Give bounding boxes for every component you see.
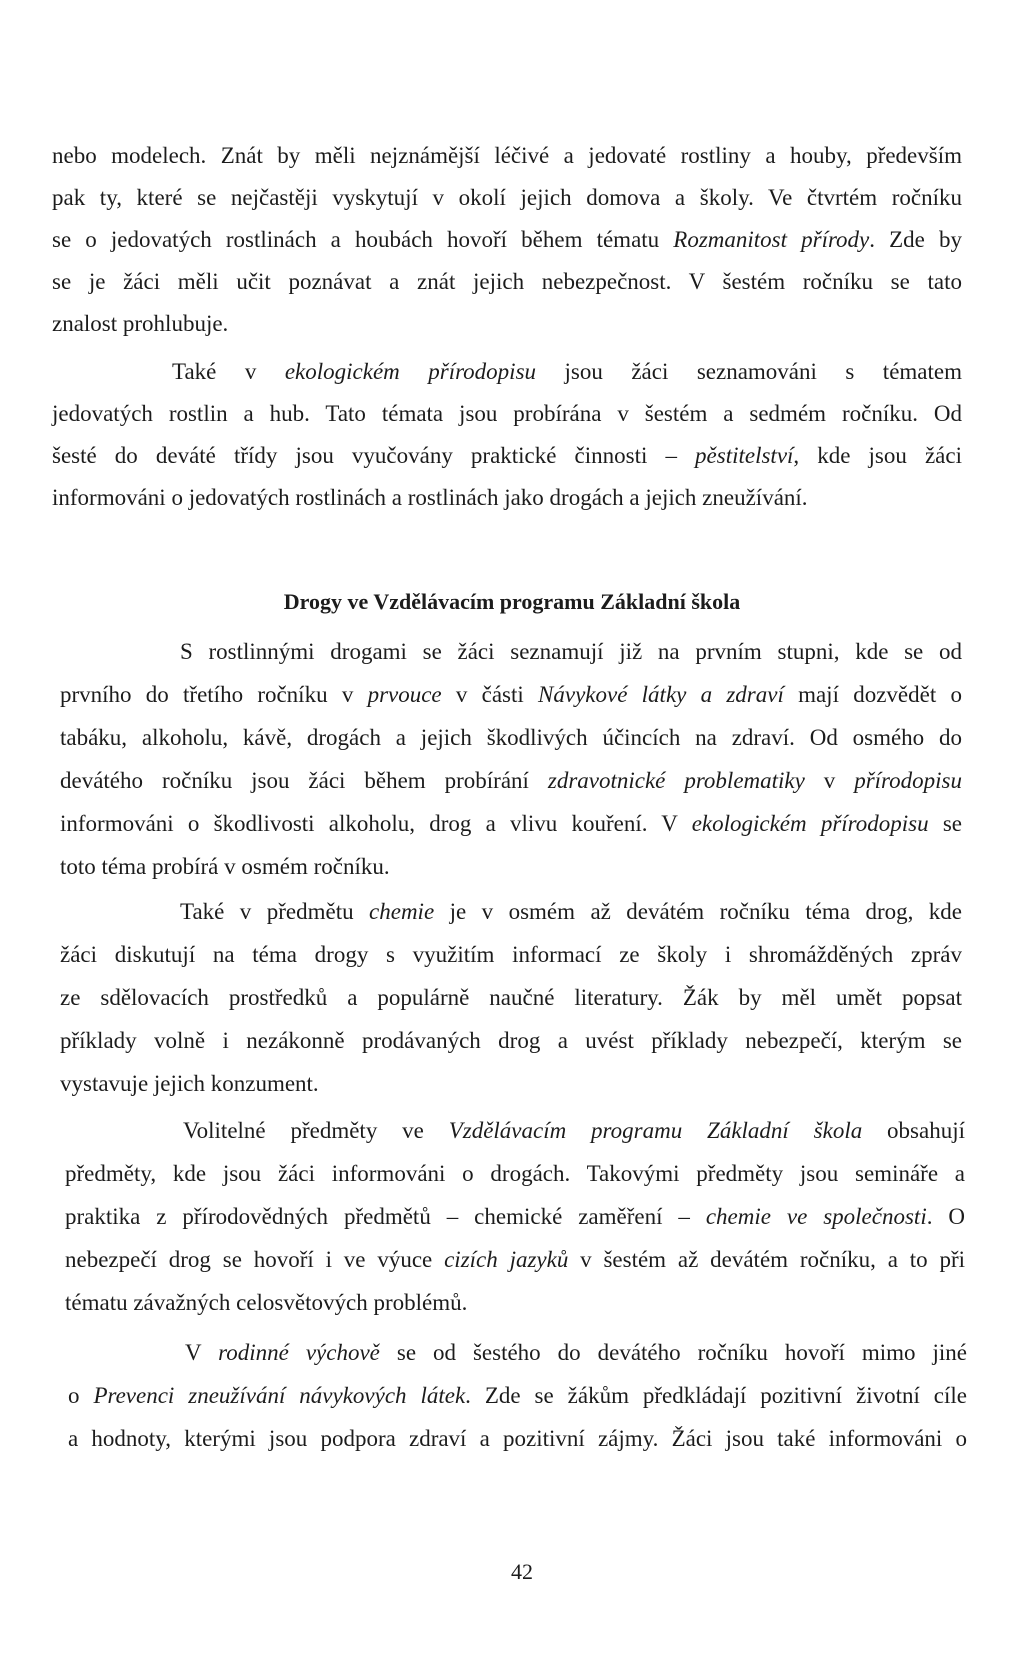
text-run: nebezpečí drog se hovoří i ve výuce bbox=[65, 1247, 445, 1272]
italic-run: rodinné výchově bbox=[218, 1340, 380, 1365]
text-line bbox=[172, 358, 962, 386]
text-run: jsou žáci seznamováni s tématem bbox=[536, 359, 962, 384]
text-run: šesté do deváté třídy jsou vyučovány praktické činnosti – bbox=[52, 443, 696, 468]
text-run: Také v předmětu bbox=[180, 899, 370, 924]
italic-run: pěstitelství bbox=[695, 443, 794, 468]
text-line bbox=[65, 1203, 965, 1231]
text-run: V bbox=[185, 1340, 219, 1365]
text-run: v šestém až devátém ročníku, a to při bbox=[568, 1247, 965, 1272]
text-line: žáci diskutují na téma drogy s využitím informací ze školy i shromážděných zpráv bbox=[60, 942, 962, 967]
italic-run: chemie bbox=[369, 899, 435, 924]
text-run: mají dozvědět o bbox=[783, 682, 962, 707]
text-run: se o jedovatých rostlinách a houbách hovoří během tématu bbox=[52, 227, 674, 252]
text-line bbox=[52, 226, 962, 254]
text-run: informováni o škodlivosti alkoholu, drog a vlivu kouření. V bbox=[60, 811, 692, 836]
text-line: tabáku, alkoholu, kávě, drogách a jejich škodlivých účincích na zdraví. Od osmého do bbox=[60, 725, 962, 750]
italic-run: Rozmanitost přírody bbox=[673, 227, 870, 252]
text-line bbox=[60, 767, 962, 795]
text-run: v bbox=[804, 768, 855, 793]
text-line: S rostlinnými drogami se žáci seznamují již na prvním stupni, kde se od bbox=[180, 639, 962, 664]
text-line bbox=[52, 442, 962, 470]
text-line: ze sdělovacích prostředků a populárně naučné literatury. Žák by měl umět popsat bbox=[60, 985, 962, 1010]
text-run: v části bbox=[441, 682, 539, 707]
text-line bbox=[185, 1339, 967, 1367]
italic-run: chemie ve společnosti bbox=[705, 1204, 927, 1229]
text-run: je v osmém až devátém ročníku téma drog, kde bbox=[434, 899, 963, 924]
text-line: příklady volně i nezákonně prodávaných drog a uvést příklady nebezpečí, kterým se bbox=[60, 1028, 962, 1053]
text-line bbox=[68, 1382, 967, 1410]
italic-run: prvouce bbox=[367, 682, 442, 707]
text-run: se od šestého do devátého ročníku hovoří mimo jiné bbox=[379, 1340, 967, 1365]
text-run: . Zde by bbox=[869, 227, 962, 252]
text-run: obsahují bbox=[862, 1118, 965, 1143]
text-run: . Zde se žákům předkládají pozitivní životní cíle bbox=[465, 1383, 967, 1408]
text-line bbox=[183, 1117, 965, 1145]
text-run: prvního do třetího ročníku v bbox=[60, 682, 368, 707]
italic-run: Návykové látky a zdraví bbox=[538, 682, 784, 707]
italic-run: zdravotnické problematiky bbox=[547, 768, 805, 793]
text-line: vystavuje jejich konzument. bbox=[60, 1071, 319, 1096]
italic-run: ekologickém přírodopisu bbox=[691, 811, 929, 836]
text-run: , kde jsou žáci bbox=[793, 443, 962, 468]
text-line bbox=[60, 681, 962, 709]
text-run: praktika z přírodovědných předmětů – chemické zaměření – bbox=[65, 1204, 706, 1229]
text-run: Také v bbox=[172, 359, 285, 384]
italic-run: přírodopisu bbox=[854, 768, 962, 793]
text-line: a hodnoty, kterými jsou podpora zdraví a pozitivní zájmy. Žáci jsou také informováni o bbox=[68, 1426, 967, 1451]
italic-run: Prevenci zneužívání návykových látek bbox=[93, 1383, 466, 1408]
text-line: znalost prohlubuje. bbox=[52, 311, 229, 336]
text-line: jedovatých rostlin a hub. Tato témata jsou probírána v šestém a sedmém ročníku. Od bbox=[52, 401, 962, 426]
text-run: Volitelné předměty ve bbox=[183, 1118, 449, 1143]
section-heading: Drogy ve Vzdělávacím programu Základní škola bbox=[283, 589, 741, 614]
text-line: nebo modelech. Znát by měli nejznámější léčivé a jedovaté rostliny a houby, především bbox=[52, 143, 962, 168]
text-line bbox=[65, 1246, 965, 1274]
page-number: 42 bbox=[511, 1559, 533, 1584]
text-line bbox=[60, 810, 962, 838]
text-run: se bbox=[928, 811, 962, 836]
italic-run: cizích jazyků bbox=[444, 1247, 569, 1272]
text-line: pak ty, které se nejčastěji vyskytují v okolí jejich domova a školy. Ve čtvrtém ročníku bbox=[52, 185, 962, 210]
text-line bbox=[180, 898, 962, 926]
text-line: toto téma probírá v osmém ročníku. bbox=[60, 854, 390, 879]
text-line: tématu závažných celosvětových problémů. bbox=[65, 1290, 468, 1315]
text-run: devátého ročníku jsou žáci během probírání bbox=[60, 768, 548, 793]
text-line: se je žáci měli učit poznávat a znát jejich nebezpečnost. V šestém ročníku se tato bbox=[52, 269, 962, 294]
text-line: předměty, kde jsou žáci informováni o drogách. Takovými předměty jsou semináře a bbox=[65, 1161, 965, 1186]
italic-run: ekologickém přírodopisu bbox=[284, 359, 537, 384]
text-line: informováni o jedovatých rostlinách a rostlinách jako drogách a jejich zneužívání. bbox=[52, 485, 808, 510]
text-run: . O bbox=[926, 1204, 966, 1229]
italic-run: Vzdělávacím programu Základní škola bbox=[448, 1118, 863, 1143]
text-run: o bbox=[68, 1383, 94, 1408]
